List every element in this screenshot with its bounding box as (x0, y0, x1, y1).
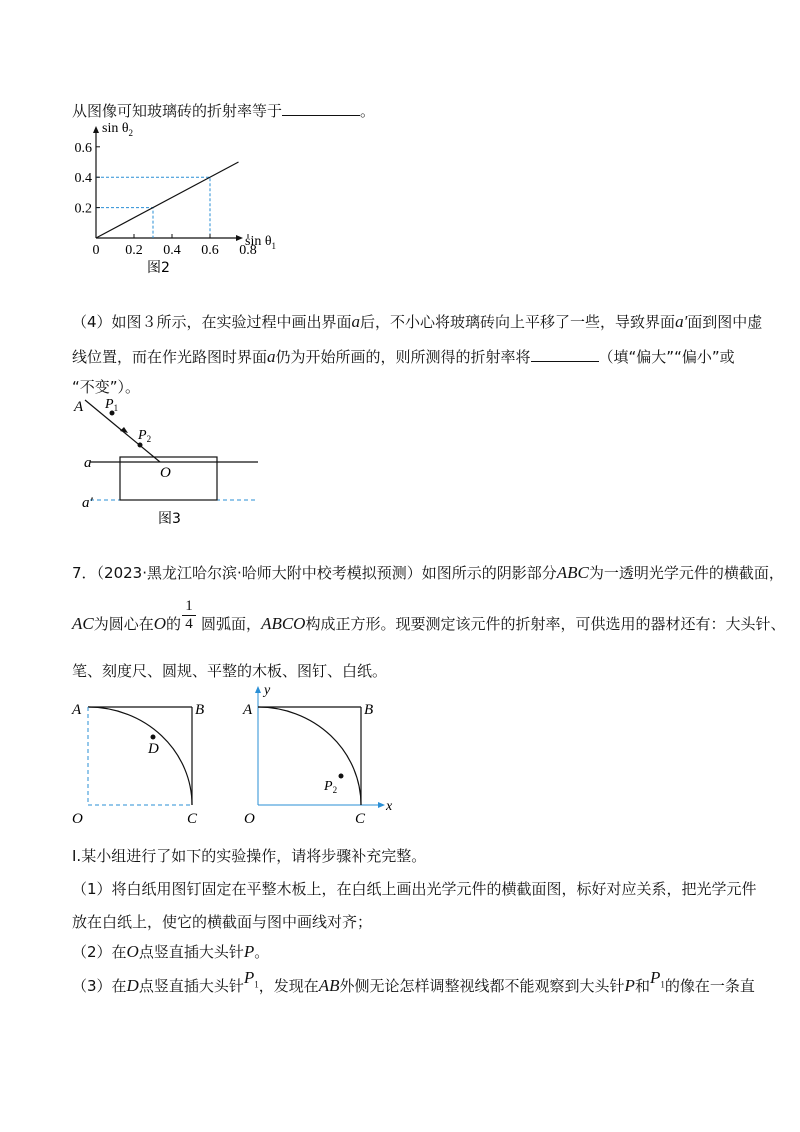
var-ABC: ABC (556, 563, 589, 582)
q7-text-4: 的 (166, 615, 182, 633)
y-tick-label: 0.4 (74, 171, 92, 187)
q4-text-3: 面到图中虚 (687, 313, 763, 331)
label-a: a (84, 455, 92, 471)
label-C: C (355, 811, 366, 827)
step1-line-1 (72, 878, 757, 899)
x-tick-label: 0.4 (163, 243, 181, 258)
q4-text-5: 仍为开始所画的，则所测得的折射率将 (275, 348, 531, 366)
label-O: O (244, 811, 255, 827)
answer-blank-2[interactable] (531, 360, 599, 362)
q7-text-6: 构成正方形。现要测定该元件的折射率，可供选用的器材还有：大头针、 (305, 615, 786, 633)
pin-p2 (138, 443, 143, 448)
label-O: O (72, 811, 83, 827)
y-axis-arrow (255, 686, 261, 693)
var-a-2: a (267, 347, 276, 366)
q7-text-5: 圆弧面， (201, 615, 262, 633)
arc-AC (88, 707, 192, 805)
q7-line-2 (72, 613, 785, 634)
var-P: P (624, 976, 635, 995)
q7-text-1: 7．（2023·黑龙江哈尔滨·哈师大附中校考模拟预测）如图所示的阴影部分 (72, 564, 557, 582)
fraction-numerator: 1 (185, 598, 193, 614)
var-O: O (126, 942, 139, 961)
var-ABCO: ABCO (261, 614, 306, 633)
step2-text-2: 点竖直插大头针 (138, 943, 244, 961)
figure-3-caption: 图3 (158, 511, 181, 527)
part1-intro (72, 845, 426, 866)
step2-text-1: （2）在 (72, 943, 127, 961)
y-axis-label: $\sin \theta_2$ (102, 121, 134, 138)
q6-period: 。 (360, 102, 376, 120)
x-axis-arrow (236, 235, 243, 241)
y-tick-label: 0.6 (74, 140, 92, 156)
label-P1: $P_1$ (105, 397, 119, 413)
q4-line-1 (72, 311, 762, 332)
var-AB: AB (318, 976, 340, 995)
step3-text-3: ，发现在 (258, 977, 319, 995)
var-AC: AC (72, 614, 94, 633)
step3-text-4: 外侧无论怎样调整视线都不能观察到大头针 (339, 977, 625, 995)
step1-text-2: 放在白纸上，使它的横截面与图中画线对齐； (72, 913, 373, 931)
x-tick-label: 0 (92, 243, 100, 258)
x-axis-arrow (378, 802, 385, 808)
step3-text-5: 和 (634, 977, 650, 995)
var-P: P (243, 942, 255, 961)
step3-text-6: 的像在一条直 (664, 977, 755, 995)
label-C: C (187, 811, 198, 827)
label-A: A (243, 702, 253, 718)
q7-text-7: 笔、刻度尺、圆规、平整的木板、图钉、白纸。 (72, 662, 388, 680)
var-P1: $P_1$ (243, 968, 259, 990)
fraction-one-quarter (182, 598, 196, 632)
q7-text-3: 为圆心在 (93, 615, 154, 633)
q7-line-3 (72, 660, 387, 681)
q4-text-2: 后，不小心将玻璃砖向上平移了一些，导致界面 (360, 313, 676, 331)
q4-text-7: “不变”）。 (72, 378, 141, 396)
figure-quarter-circle-left (68, 695, 228, 830)
q4-text-1: （4）如图３所示，在实验过程中画出界面 (72, 313, 352, 331)
step3-text-2: 点竖直插大头针 (138, 977, 244, 995)
step1-text-1: （1）将白纸用图钉固定在平整木板上，在白纸上画出光学元件的横截面图，标好对应关系，把光学元件 (72, 880, 757, 898)
label-P2: $P_2$ (138, 428, 152, 444)
step3-line (72, 968, 755, 997)
label-a-prime: a′ (82, 495, 93, 511)
step2-text-3: 。 (254, 943, 270, 961)
figure-3 (70, 395, 270, 530)
y-tick-label: 0.2 (74, 201, 92, 217)
point-D (151, 735, 156, 740)
step2-line (72, 941, 269, 962)
x-axis-label: $\sin \theta_1$ (245, 234, 277, 251)
q7-line-1 (72, 562, 784, 583)
q4-line-3 (72, 376, 140, 397)
var-D: D (126, 976, 139, 995)
var-a-prime: a′ (675, 312, 688, 331)
label-B: B (364, 702, 374, 718)
answer-blank[interactable] (282, 114, 360, 116)
fraction-denominator: 4 (182, 615, 196, 632)
figure-2-graph (65, 118, 295, 278)
q4-line-2 (72, 346, 735, 367)
label-B: B (195, 702, 205, 718)
var-O: O (153, 614, 167, 633)
label-x: x (386, 799, 393, 814)
arc-AC (258, 707, 361, 805)
step1-line-2 (72, 911, 372, 932)
label-P2: $P_2$ (324, 779, 338, 795)
figure-quarter-circle-right (238, 680, 398, 830)
var-P1-b: $P_1$ (649, 968, 665, 990)
q4-text-6: （填“偏大”“偏小”或 (598, 348, 735, 366)
var-a: a (351, 312, 361, 331)
figure-2-caption: 图2 (147, 260, 170, 276)
y-axis-arrow (93, 126, 99, 133)
q7-text-2: 为一透明光学元件的横截面， (588, 564, 784, 582)
part1-intro-text: Ⅰ.某小组进行了如下的实验操作，请将步骤补充完整。 (72, 847, 427, 865)
point-P2 (339, 774, 344, 779)
q4-text-4: 线位置，而在作光路图时界面 (72, 348, 268, 366)
label-A: A (72, 702, 82, 718)
label-y: y (264, 683, 271, 698)
step3-text-1: （3）在 (72, 977, 127, 995)
label-A: A (74, 399, 84, 415)
label-O: O (160, 465, 171, 481)
q6-text: 从图像可知玻璃砖的折射率等于 (72, 102, 283, 120)
x-tick-label: 0.8 (239, 243, 257, 258)
x-tick-label: 0.2 (125, 243, 143, 258)
x-tick-label: 0.6 (201, 243, 219, 258)
label-D: D (148, 741, 159, 757)
data-line (96, 162, 239, 238)
